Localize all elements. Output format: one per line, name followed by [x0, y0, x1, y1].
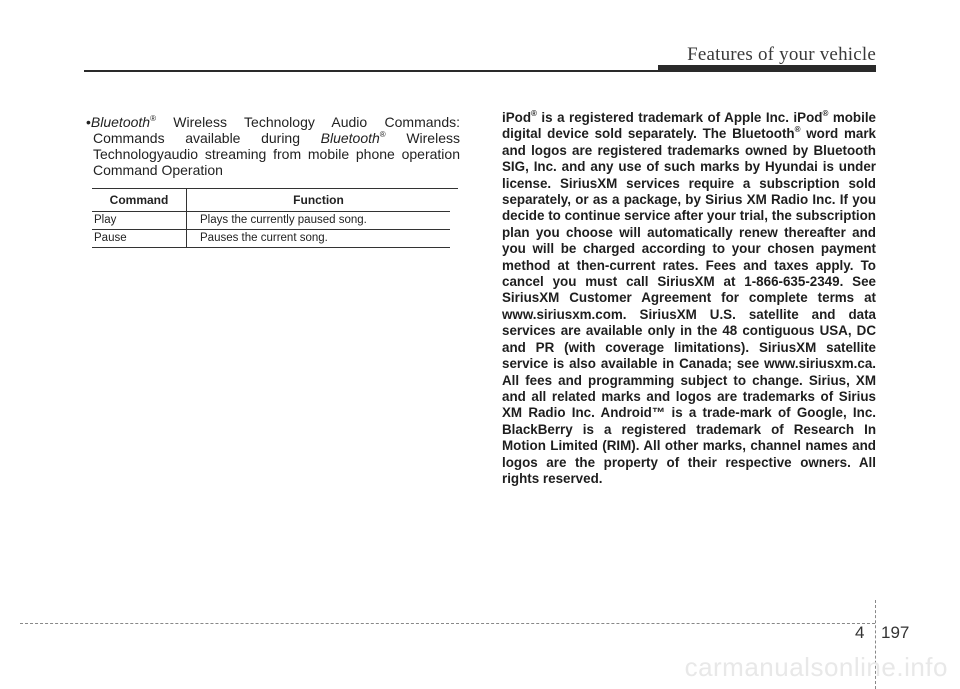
page-header-title: Features of your vehicle [687, 44, 876, 65]
bullet-mark: • [86, 114, 91, 130]
trademark-notice [502, 110, 876, 487]
command-cell: Play [92, 212, 187, 230]
notice-segment-2: mobile digital device sold separately. The Bluetooth [502, 110, 876, 142]
chapter-number: 4 [855, 623, 865, 642]
registered-mark-c: ® [794, 125, 801, 135]
function-cell: Plays the currently paused song. [187, 212, 451, 230]
page-number: 197 [881, 623, 910, 642]
registered-mark-2: ® [379, 130, 386, 139]
left-column [86, 114, 460, 178]
registered-mark-b: ® [822, 109, 829, 118]
column-header-function: Function [187, 189, 451, 212]
notice-segment-3: word mark and logos are registered trademarks owned by Bluetooth SIG, Inc. and any use of such marks by Hyundai is under license. SiriusXM services require a subscription sold separately, or as a package, by Sirius XM Radio Inc. If you decide to continue service after your trial, the subscription plan you choose will automatically renew thereafter and you will be charged according to your chosen payment method at then-current rates. Fees and taxes apply. To cancel you must call SiriusXM at 1-866-635-2349. See SiriusXM Customer Agreement for complete terms at www.siriusxm.com. SiriusXM U.S. satellite and data services are available only in the 48 contiguous USA, DC and PR (with coverage limitations). SiriusXM satellite service is also available in Canada; see www.siriusxm.ca. All fees and programming subject to change. Sirius, XM and all related marks and logos are trademarks of Sirius XM Radio Inc. Android™ is a trade-mark of Google, Inc. BlackBerry is a registered trademark of Research In Motion Limited (RIM). All other marks, channel names and logos are the property of their respective owners. All rights reserved. [502, 126, 876, 486]
command-cell: Pause [92, 230, 187, 248]
registered-mark-a: ® [531, 109, 537, 118]
bluetooth-brand-2: Bluetooth [320, 130, 380, 146]
bluetooth-commands-intro [86, 114, 460, 178]
watermark: carmanualsonline.info [684, 652, 948, 682]
header-rule-accent [658, 65, 876, 71]
table-row [92, 212, 450, 230]
table-row [92, 230, 450, 248]
registered-mark: ® [150, 114, 156, 123]
ipod-text: iPod [502, 110, 532, 125]
table-header-row [92, 189, 450, 212]
command-table [92, 189, 450, 248]
intro-text-end: Wireless Technologyaudio streaming from mobile phone operation Command Operation [93, 130, 460, 178]
intro-text: Wireless Technology Audio Commands: Commands available during [93, 114, 460, 146]
notice-segment-1: is a registered trademark of Apple Inc. iPod [536, 110, 823, 125]
bluetooth-brand: Bluetooth [90, 114, 151, 130]
function-cell: Pauses the current song. [187, 230, 451, 248]
footer-rule [20, 623, 875, 624]
column-header-command: Command [92, 189, 187, 212]
